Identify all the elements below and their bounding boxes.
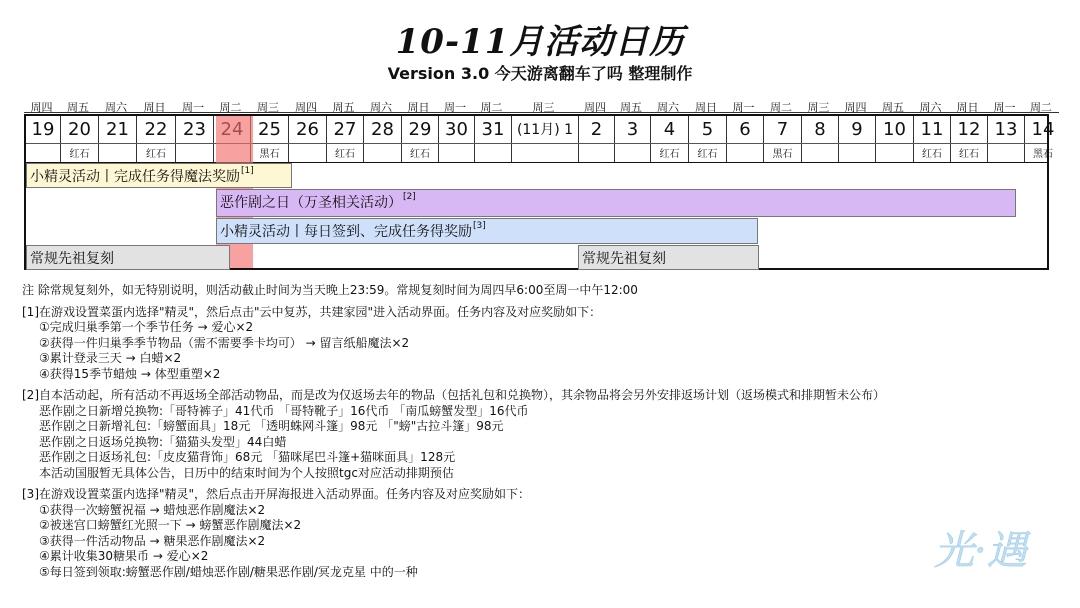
date-number: 22 — [144, 119, 168, 140]
date-number: 6 — [739, 119, 751, 140]
event-bar-ancestor-rerun-2 — [578, 245, 759, 270]
weekday-label: 周六 — [97, 99, 135, 115]
note-line: ①完成归巢季第一个季节任务 → 爱心×2 — [39, 320, 254, 334]
stone-label: 红石 — [69, 149, 90, 160]
date-number: (11月) 1 — [516, 122, 574, 138]
date-cell — [61, 116, 99, 162]
note-line: [3]在游戏设置菜蛋内选择"精灵"，然后点击开屏海报进入活动界面。任务内容及对应奖励如下： — [22, 487, 531, 501]
note-line: ④获得15季节蜡烛 → 体型重塑×2 — [39, 366, 221, 381]
weekday-label: 周六 — [649, 99, 687, 115]
date-cell — [327, 116, 364, 162]
event-bar-prank-day — [216, 189, 1016, 217]
date-cell — [439, 116, 475, 162]
date-number: 2 — [590, 119, 603, 140]
event-bar-sprite-activity-2 — [216, 218, 758, 244]
date-cell — [764, 116, 802, 162]
weekday-label: 周五 — [874, 99, 912, 115]
date-number: 26 — [296, 119, 319, 140]
calendar-grid — [24, 114, 1055, 270]
note-line: 注 除常规复刻外，如无特别说明，则活动截止时间为当天晚上23:59。常规复刻时间为周四早6:00至周一中午12:00 — [22, 283, 638, 297]
weekday-label: 周六 — [912, 99, 949, 115]
weekday-label: 周日 — [135, 99, 174, 115]
weekday-label: 周二 — [473, 99, 510, 115]
weekday-label: 周六 — [362, 99, 400, 115]
weekday-label: 周日 — [400, 99, 437, 115]
weekday-label: 周三 — [249, 99, 287, 115]
weekday-label: 周一 — [437, 99, 473, 115]
weekday-label: 周二 — [1023, 99, 1059, 115]
date-number: 25 — [258, 119, 281, 140]
note-line: ③累计登录三天 → 白蜡×2 — [39, 351, 182, 365]
weekday-label: 周五 — [325, 99, 362, 115]
weekday-label: 周四 — [287, 99, 325, 115]
date-cell — [475, 116, 512, 162]
weekday-label: 周四 — [577, 99, 613, 115]
date-cell — [137, 116, 176, 162]
date-number: 23 — [183, 119, 206, 140]
stone-label: 黑石 — [772, 149, 793, 160]
event-ref: [2] — [403, 192, 416, 202]
event-ref: [1] — [241, 166, 254, 176]
note-line: 本活动国服暂无具体公告，日历中的结束时间为个人按照tgc对应活动排期预估 — [39, 465, 454, 480]
date-cell — [727, 116, 764, 162]
note-line: 恶作剧之日新增礼包:「螃蟹面具」18元 「透明蛛网斗篷」98元 「"螃"古拉斗篷」98元 — [39, 419, 504, 433]
event-ref: [3] — [473, 221, 486, 231]
weekday-label: 周四 — [24, 99, 59, 115]
date-number: 12 — [957, 119, 981, 140]
weekday-label: 周一 — [986, 99, 1023, 115]
date-number: 11 — [920, 119, 944, 140]
date-cell — [364, 116, 402, 162]
note-line: ③获得一件活动物品 → 糖果恶作剧魔法×2 — [39, 533, 266, 548]
weekday-label: 周日 — [687, 99, 725, 115]
date-number: 21 — [106, 119, 129, 140]
date-cell — [802, 116, 839, 162]
logo-text: 光·遇 — [934, 528, 1027, 574]
date-cell — [988, 116, 1025, 162]
weekday-label: 周三 — [510, 99, 577, 115]
weekday-label: 周二 — [762, 99, 800, 115]
date-number: 28 — [371, 119, 394, 140]
page-subtitle: Version 3.0 今天游离翻车了吗 整理制作 — [387, 64, 693, 83]
date-number: 19 — [31, 119, 55, 140]
weekday-label: 周一 — [725, 99, 762, 115]
date-number: 3 — [626, 119, 639, 140]
date-cell — [615, 116, 651, 162]
date-number: 30 — [445, 119, 468, 140]
note-line: ⑤每日签到领取:螃蟹恶作剧/蜡烛恶作剧/糖果恶作剧/冥龙克星 中的一种 — [39, 564, 418, 579]
date-number: 20 — [68, 119, 91, 140]
weekday-label: 周三 — [800, 99, 837, 115]
stone-label: 黑石 — [1033, 149, 1053, 160]
stone-label: 红石 — [659, 149, 680, 160]
stone-label: 红石 — [959, 149, 979, 160]
date-cell — [839, 116, 876, 162]
event-label: 小精灵活动丨每日签到、完成任务得奖励 — [220, 224, 472, 240]
date-cell — [914, 116, 951, 162]
weekday-row — [24, 99, 1052, 115]
date-number: 7 — [776, 119, 789, 140]
date-cell — [689, 116, 727, 162]
date-cell — [579, 116, 615, 162]
date-cell — [512, 116, 579, 162]
weekday-label: 周五 — [613, 99, 649, 115]
stone-label: 红石 — [335, 149, 355, 160]
date-number: 27 — [333, 119, 357, 140]
event-label: 恶作剧之日（万圣相关活动） — [220, 195, 402, 211]
notes-section — [22, 283, 1062, 580]
note-line: [1]在游戏设置菜蛋内选择"精灵"，然后点击"云中复苏，共建家园"进入活动界面。任务内容及对应奖励如下： — [22, 304, 602, 319]
date-number: 29 — [408, 119, 432, 140]
stone-label: 黑石 — [259, 149, 280, 160]
note-line: ④累计收集30糖果币 → 爱心×2 — [39, 549, 209, 563]
note-line: ①获得一次螃蟹祝福 → 蜡烛恶作剧魔法×2 — [39, 502, 266, 517]
stone-label: 红石 — [922, 149, 942, 160]
stone-label: 红石 — [697, 149, 718, 160]
weekday-label: 周一 — [174, 99, 212, 115]
date-cell — [176, 116, 214, 162]
date-cell — [651, 116, 689, 162]
date-number: 4 — [663, 119, 676, 140]
note-line: ②获得一件归巢季季节物品（需不需要季卡均可） → 留言纸船魔法×2 — [39, 335, 410, 350]
date-cell — [26, 116, 61, 162]
note-line: 恶作剧之日返场兑换物:「猫猫头发型」44白蜡 — [39, 434, 287, 449]
stone-label: 红石 — [410, 149, 430, 160]
date-number: 14 — [1031, 119, 1055, 140]
stone-label: 红石 — [146, 149, 166, 160]
weekday-label: 周日 — [949, 99, 986, 115]
note-line: 恶作剧之日返场礼包:「皮皮猫背饰」68元 「猫咪尾巴斗篷+猫咪面具」128元 — [39, 450, 456, 464]
note-line: 恶作剧之日新增兑换物:「哥特裤子」41代币 「哥特靴子」16代币 「南瓜螃蟹发型」16代币 — [39, 403, 529, 418]
event-bar-ancestor-rerun-1 — [26, 245, 230, 270]
page-title: 10-11月活动日历 — [395, 22, 685, 62]
date-number: 13 — [994, 119, 1018, 140]
note-line: [2]自本活动起，所有活动不再返场全部活动物品，而是改为仅返场去年的物品（包括礼包和兑换物），其余物品将会另外安排返场计划（返场模式和排期暂未公布） — [22, 388, 886, 402]
event-label: 常规先祖复刻 — [582, 251, 666, 267]
date-cell — [99, 116, 137, 162]
weekday-label: 周五 — [59, 99, 97, 115]
event-label: 常规先祖复刻 — [30, 251, 114, 267]
event-bar-sprite-activity-1 — [26, 163, 292, 188]
date-cell — [289, 116, 327, 162]
date-cell — [876, 116, 914, 162]
date-number: 31 — [481, 119, 505, 140]
date-cell — [251, 116, 289, 162]
weekday-label: 周四 — [837, 99, 874, 115]
weekday-label: 周二 — [212, 99, 249, 115]
logo-icon — [926, 512, 1066, 582]
date-separator — [26, 143, 1047, 144]
date-number: 5 — [701, 119, 714, 140]
date-cell — [1025, 116, 1061, 162]
event-label: 小精灵活动丨完成任务得魔法奖励 — [30, 169, 240, 185]
date-number: 8 — [814, 119, 826, 140]
date-number: 9 — [851, 119, 863, 140]
note-line: ②被迷宫口螃蟹红光照一下 → 螃蟹恶作剧魔法×2 — [39, 518, 302, 532]
date-number: 10 — [883, 119, 906, 140]
date-cell — [402, 116, 439, 162]
date-cell — [951, 116, 988, 162]
